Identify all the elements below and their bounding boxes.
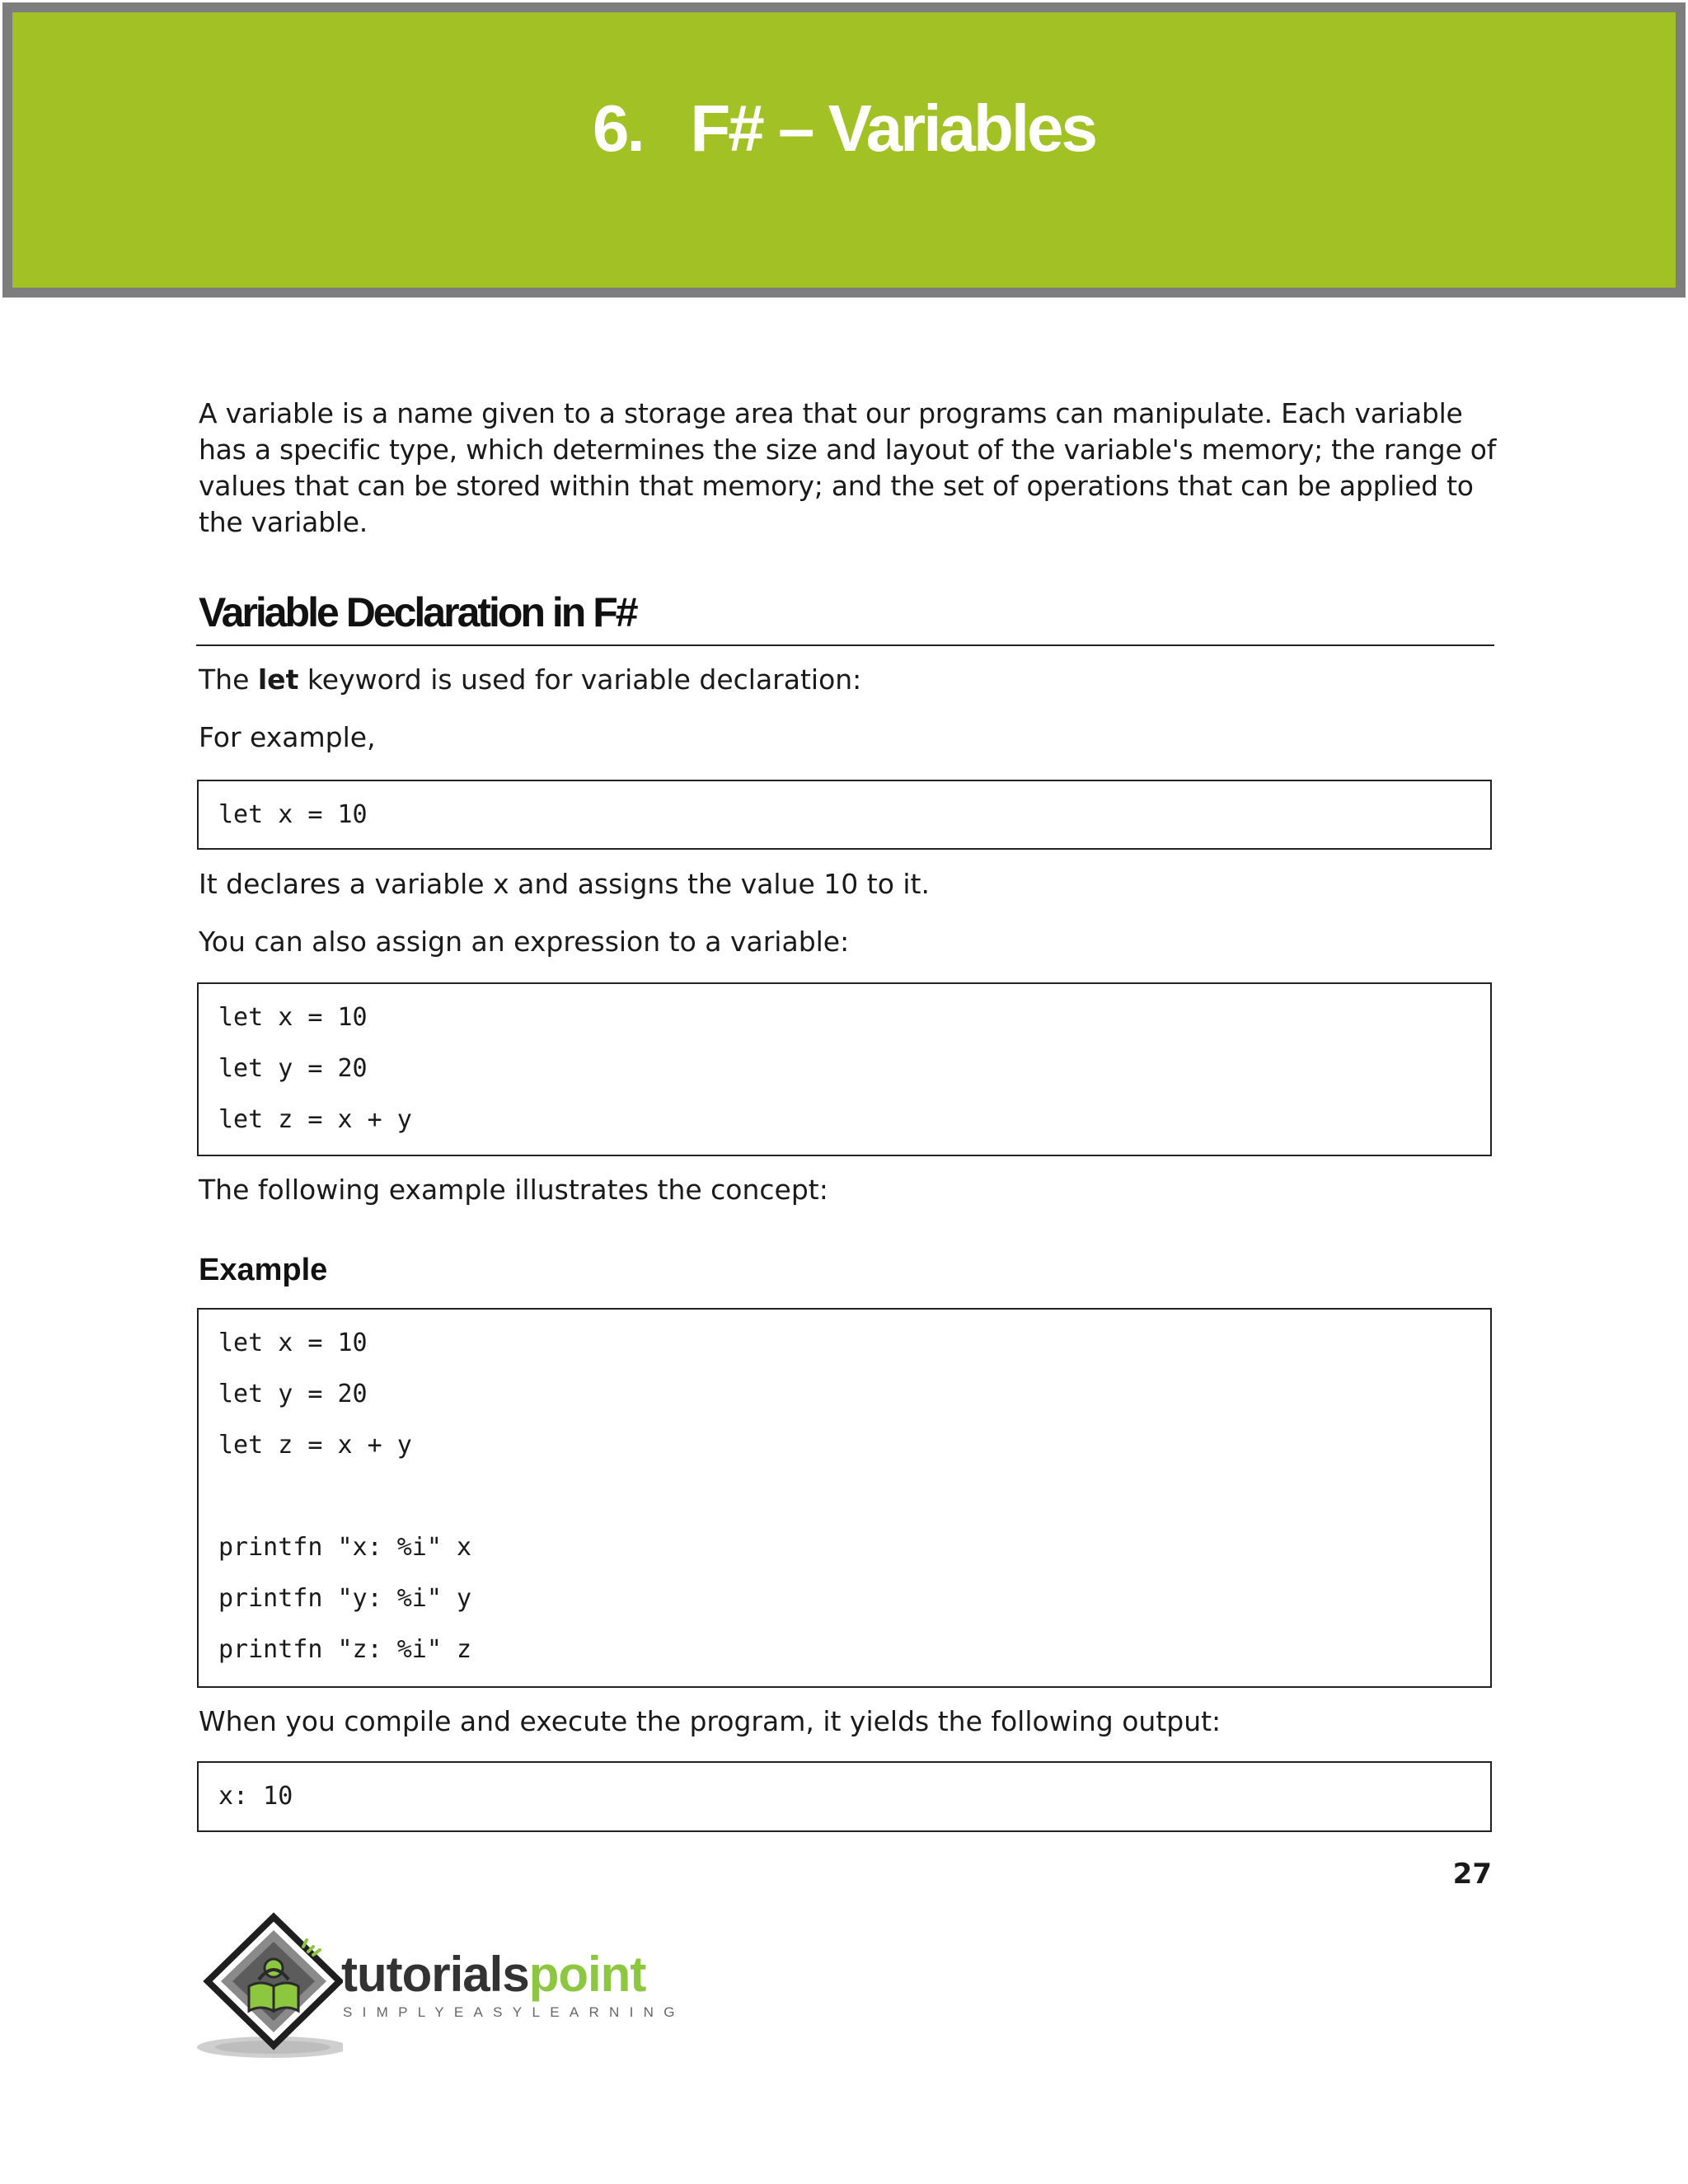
code-line: let x = 10: [218, 1003, 368, 1032]
chapter-title: 6. F# – Variables: [592, 91, 1096, 165]
let-intro-after: keyword is used for variable declaration:: [298, 663, 862, 696]
expression-paragraph: You can also assign an expression to a variable:: [199, 926, 850, 958]
code-block-output: [197, 1761, 1492, 1832]
output-line: x: 10: [218, 1782, 293, 1811]
code-block-example: [197, 1308, 1492, 1688]
declaration-explanation: It declares a variable x and assigns the value 10 to it.: [199, 868, 930, 900]
logo-tagline: SIMPLYEASYLEARNING: [343, 2004, 685, 2020]
code-block-expression: [197, 982, 1492, 1156]
code-line: let x = 10: [218, 800, 368, 829]
illustrates-paragraph: The following example illustrates the concept:: [199, 1174, 828, 1206]
logo-emblem-icon: [195, 1910, 343, 2064]
logo-word-point: point: [528, 1947, 646, 2002]
page-number: 27: [1452, 1858, 1492, 1891]
example-heading: Example: [199, 1253, 328, 1287]
code-line: let y = 20: [218, 1380, 368, 1408]
logo-word-tutorials: tutorials: [341, 1947, 529, 2002]
code-line: let z = x + y: [218, 1431, 412, 1460]
code-line: printfn "z: %i" z: [218, 1635, 472, 1664]
let-keyword: let: [257, 663, 299, 696]
code-line: let x = 10: [218, 1329, 368, 1357]
code-line: let y = 20: [218, 1054, 368, 1083]
code-line: let z = x + y: [218, 1105, 412, 1134]
code-line: printfn "x: %i" x: [218, 1533, 472, 1562]
code-line: printfn "y: %i" y: [218, 1584, 472, 1613]
code-block-declaration: [197, 780, 1492, 850]
output-intro-paragraph: When you compile and execute the program, it yields the following output:: [199, 1705, 1221, 1737]
section-divider: [196, 644, 1494, 646]
let-intro-before: The: [199, 663, 258, 696]
let-keyword-paragraph: [199, 662, 1492, 698]
logo-wordmark: [341, 1947, 646, 2002]
section-heading: Variable Declaration in F#: [199, 589, 636, 635]
for-example-paragraph: For example,: [199, 721, 376, 753]
code-line-blank: [218, 1471, 1470, 1522]
intro-paragraph: A variable is a name given to a storage area that our programs can manipulate. Each variable has a specific type, which determines the size and layout of the variable's memory; the range of values that can be stored within that memory; and the set of operations that can be applied to the variable.: [199, 397, 1497, 538]
chapter-banner: [2, 2, 1686, 298]
tutorialspoint-logo: [195, 1910, 706, 2064]
